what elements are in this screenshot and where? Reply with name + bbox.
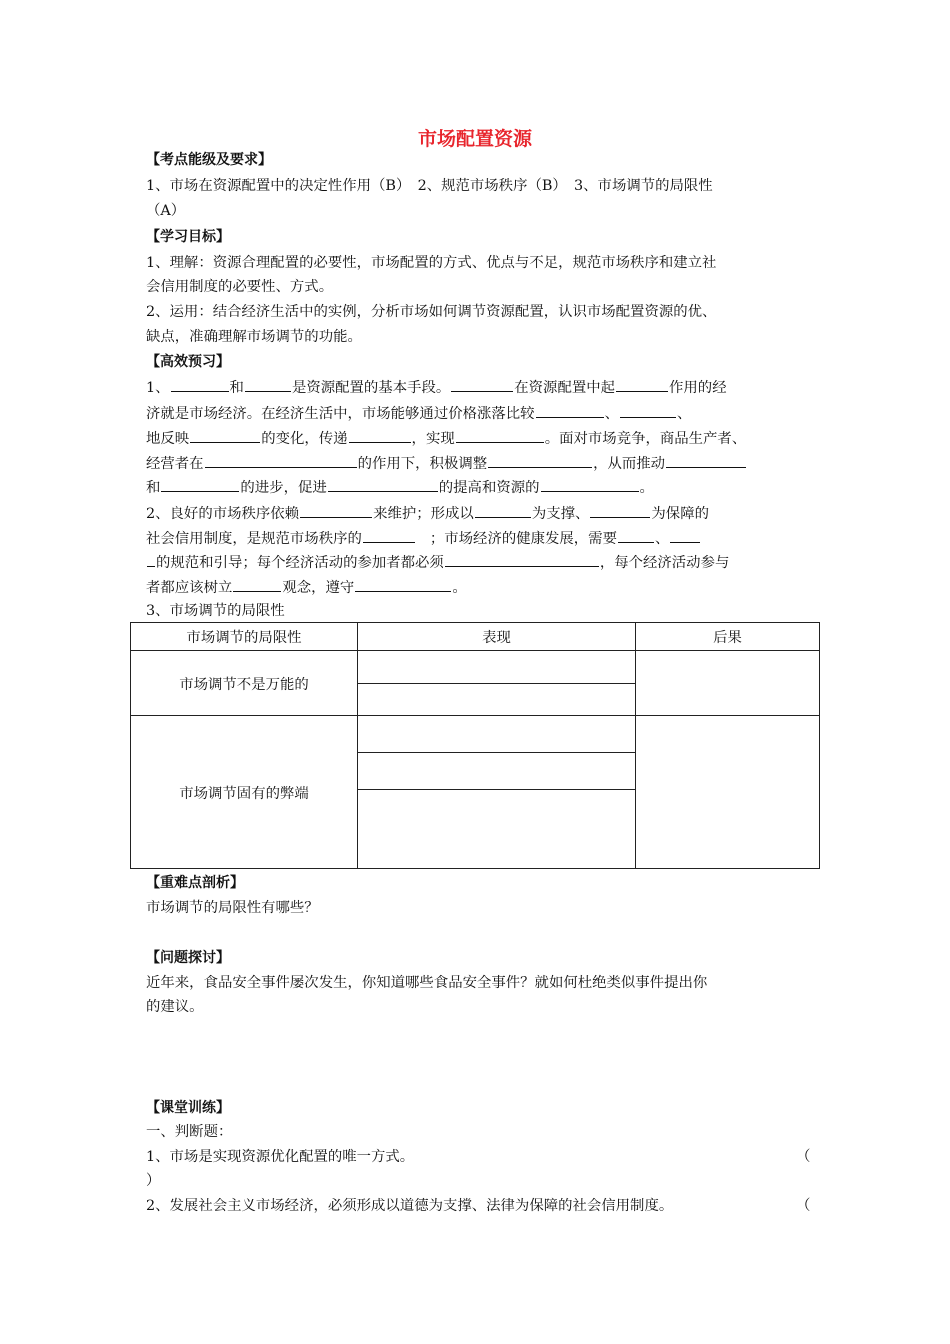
preview-text: ，每个经济活动参与 [599,555,730,571]
preview-p2-line-1 [146,503,709,524]
preview-p3: 3、市场调节的局限性 [146,603,285,619]
preview-text: 的提高和资源的 [438,480,540,496]
preview-text: 济就是市场经济。在经济生活中，市场能够通过价格涨落比较 [146,406,535,422]
preview-text: 的变化，传递 [261,431,348,447]
manifestation-subcells [358,716,635,868]
preview-p2-line-4 [146,577,467,598]
table-row [131,716,820,869]
practice-type: 一、判断题： [146,1124,233,1140]
fill-blank[interactable] [300,503,372,518]
preview-p1-line-1 [146,377,727,398]
answer-cell[interactable] [358,683,635,715]
consequence-cell[interactable] [636,651,820,716]
answer-cell[interactable] [358,752,635,789]
discussion-heading: 【问题探讨】 [146,950,230,966]
fill-blank[interactable] [620,403,676,418]
goals-line-2: 会信用制度的必要性、方式。 [146,279,334,295]
preview-p2-line-3 [146,552,729,573]
preview-text: 观念，遵守 [282,580,355,596]
table-header-cell: 后果 [636,623,820,651]
fill-blank[interactable] [488,453,592,468]
table-header-row [131,623,820,651]
preview-text: 和 [146,480,161,496]
key-points-heading: 【重难点剖析】 [146,875,244,891]
preview-text: 者都应该树立 [146,580,233,596]
preview-text: 和 [229,380,244,396]
fill-blank[interactable] [171,377,229,392]
practice-question-1: 1、市场是实现资源优化配置的唯一方式。 [146,1149,415,1165]
fill-blank[interactable] [233,577,281,592]
preview-text: 在资源配置中起 [514,380,616,396]
preview-text: 为支撑、 [531,506,590,522]
fill-blank[interactable] [349,428,411,443]
discussion-line-2: 的建议。 [146,999,204,1015]
fill-blank[interactable] [536,403,604,418]
preview-p1-line-5 [146,477,654,498]
preview-text: 的进步，促进 [240,480,327,496]
fill-blank[interactable] [618,528,654,543]
goals-line-1: 1、理解：资源合理配置的必要性，市场配置的方式、优点与不足，规范市场秩序和建立社 [146,255,717,271]
key-points-question: 市场调节的局限性有哪些？ [146,900,319,916]
table-row [131,651,820,716]
preview-text: 、 [676,406,692,422]
requirements-heading: 【考点能级及要求】 [146,152,272,168]
preview-text: 是资源配置的基本手段。 [291,380,451,396]
preview-text: 经营者在 [146,456,204,472]
goals-line-4: 缺点，准确理解市场调节的功能。 [146,329,362,345]
answer-paren-close: ） [146,1173,161,1189]
consequence-cell[interactable] [636,716,820,869]
requirements-line-1: 1、市场在资源配置中的决定性作用（B） 2、规范市场秩序（B） 3、市场调节的局限性 [146,178,713,194]
preview-text: 。面对市场竞争，商品生产者、 [544,431,747,447]
preview-p1-line-4 [146,453,747,474]
preview-text: 社会信用制度，是规范市场秩序的 [146,531,362,547]
limitations-table [130,622,820,869]
goals-line-3: 2、运用：结合经济生活中的实例，分析市场如何调节资源配置，认识市场配置资源的优、 [146,304,717,320]
preview-text: 。 [452,580,467,596]
answer-paren-open[interactable]: （ [796,1198,811,1214]
preview-text: 的规范和引导；每个经济活动的参加者都必须 [156,555,444,571]
preview-text: 、 [654,531,670,547]
preview-text: 为保障的 [651,506,709,522]
preview-p1-line-3 [146,428,746,449]
preview-text: 来维护；形成以 [373,506,474,522]
table-header-cell: 市场调节的局限性 [131,623,358,651]
goals-heading: 【学习目标】 [146,229,230,245]
manifestation-subcells [358,651,635,715]
fill-blank[interactable] [541,477,639,492]
preview-text: 地反映 [146,431,190,447]
fill-blank[interactable] [451,377,513,392]
answer-cell[interactable] [358,789,635,868]
manifestation-cell [358,651,636,716]
fill-blank[interactable] [616,377,668,392]
preview-text: 、 [604,406,619,422]
practice-heading: 【课堂训练】 [146,1100,230,1116]
row-label-cell: 市场调节固有的弊端 [131,716,358,869]
page-title: 市场配置资源 [417,128,532,150]
preview-text: 。 [639,480,654,496]
preview-heading: 【高效预习】 [146,354,230,370]
requirements-line-2: （A） [146,203,186,219]
preview-text: ，实现 [411,431,455,447]
fill-blank[interactable] [670,528,700,543]
preview-text: 2、良好的市场秩序依赖 [146,506,300,522]
preview-p1-line-2 [146,403,691,424]
fill-blank[interactable] [328,477,438,492]
preview-text: ，从而推动 [593,456,666,472]
preview-text: 1、 [146,380,170,396]
practice-question-2: 2、发展社会主义市场经济，必须形成以道德为支撑、法律为保障的社会信用制度。 [146,1198,674,1214]
fill-blank[interactable] [190,428,260,443]
manifestation-cell [358,716,636,869]
fill-blank[interactable] [590,503,650,518]
answer-paren-open[interactable]: （ [796,1149,811,1165]
table-header-cell: 表现 [358,623,636,651]
fill-blank[interactable] [147,552,155,567]
fill-blank[interactable] [161,477,239,492]
row-label-cell: 市场调节不是万能的 [131,651,358,716]
discussion-line-1: 近年来，食品安全事件屡次发生，你知道哪些食品安全事件？就如何杜绝类似事件提出你 [146,975,708,991]
fill-blank[interactable] [456,428,544,443]
fill-blank[interactable] [355,577,451,592]
answer-cell[interactable] [358,651,635,683]
preview-text: 的作用下，积极调整 [357,456,488,472]
fill-blank[interactable] [245,377,291,392]
fill-blank[interactable] [363,528,415,543]
fill-blank[interactable] [666,453,746,468]
preview-p2-line-2 [146,528,701,549]
preview-text: ；市场经济的健康发展，需要 [429,531,617,547]
fill-blank[interactable] [445,552,599,567]
preview-text: 作用的经 [669,380,727,396]
fill-blank[interactable] [205,453,357,468]
answer-cell[interactable] [358,716,635,752]
fill-blank[interactable] [475,503,531,518]
